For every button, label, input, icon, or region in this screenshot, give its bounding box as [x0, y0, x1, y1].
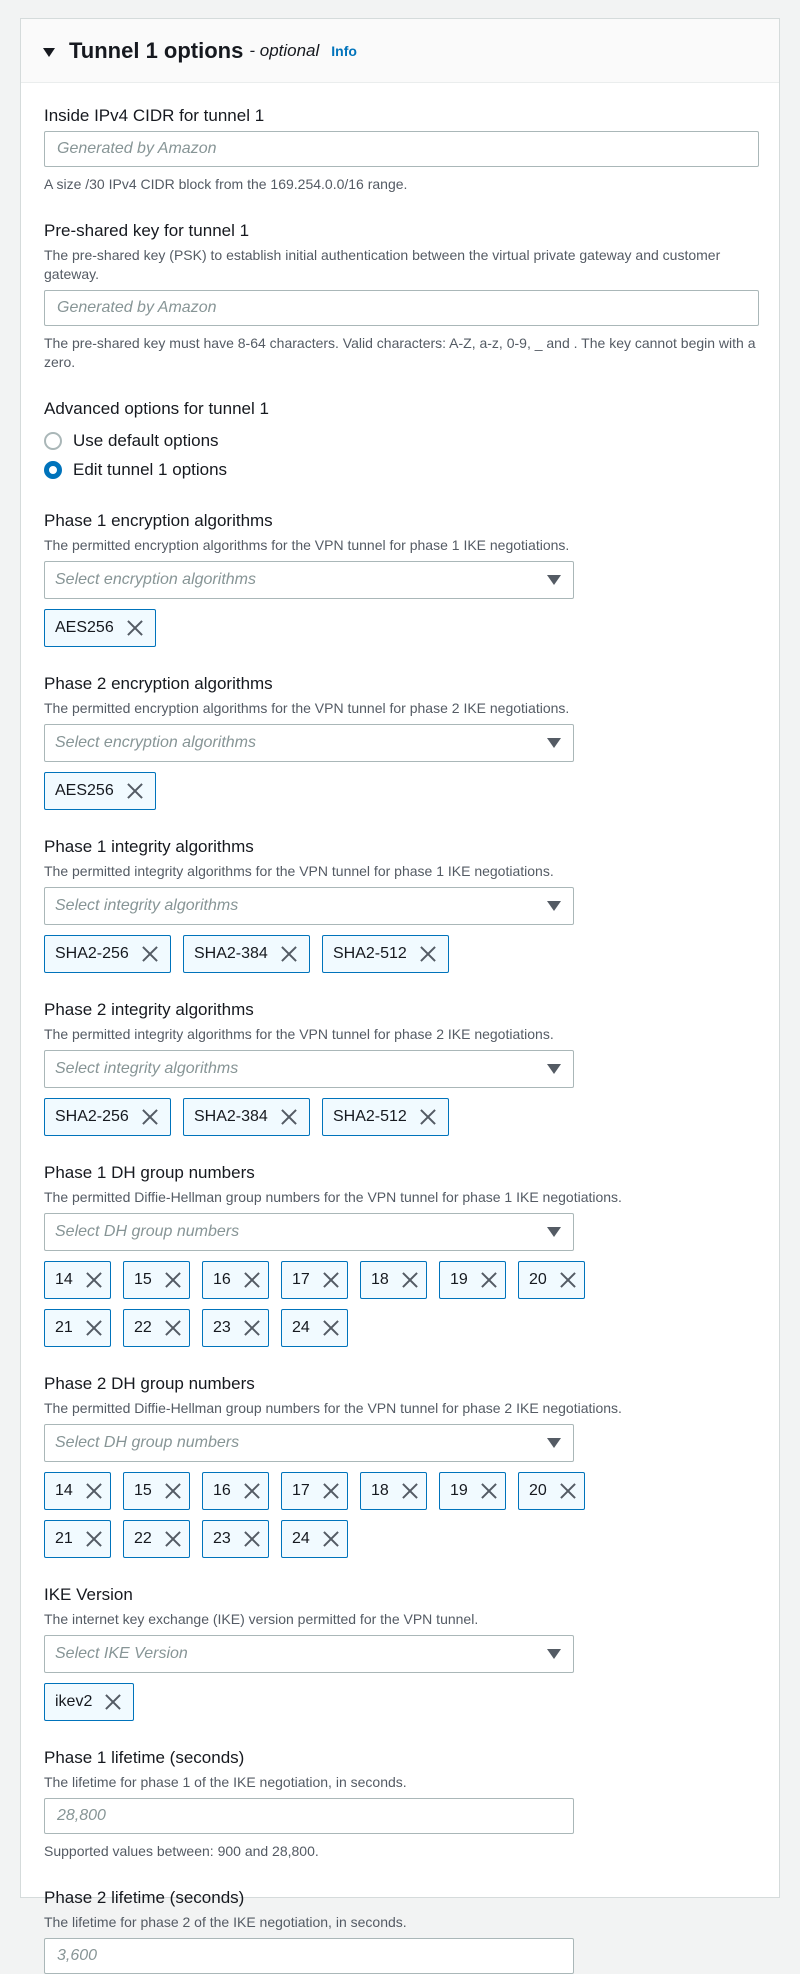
token	[44, 772, 156, 810]
ike-version-field	[44, 1584, 757, 1721]
close-icon[interactable]	[241, 1317, 259, 1339]
token-label: 22	[134, 1319, 152, 1336]
close-icon[interactable]	[278, 943, 300, 965]
token-label: 23	[213, 1530, 231, 1547]
panel-header[interactable]	[21, 19, 779, 83]
token-label: SHA2-384	[194, 1108, 268, 1125]
token	[202, 1261, 269, 1299]
close-icon[interactable]	[320, 1528, 338, 1550]
close-icon[interactable]	[162, 1317, 180, 1339]
advanced-options-field	[44, 398, 757, 484]
tunnel-options-panel	[20, 18, 780, 1964]
field-label: Phase 1 DH group numbers	[44, 1163, 255, 1182]
select-placeholder: Select IKE Version	[55, 1645, 188, 1662]
token-label: 15	[134, 1482, 152, 1499]
field-description: The permitted encryption algorithms for the VPN tunnel for phase 1 IKE negotiations.	[44, 537, 570, 553]
token	[44, 935, 171, 973]
token	[439, 1472, 506, 1510]
field-label: Phase 2 DH group numbers	[44, 1374, 255, 1393]
phase1-lifetime-input[interactable]: 28,800	[44, 1798, 574, 1834]
field-description: The lifetime for phase 1 of the IKE negotiation, in seconds.	[44, 1774, 407, 1790]
phase1-integrity-field	[44, 836, 757, 973]
close-icon[interactable]	[162, 1269, 180, 1291]
token	[518, 1261, 585, 1299]
token-label: 24	[292, 1530, 310, 1547]
close-icon[interactable]	[478, 1480, 496, 1502]
token-label: SHA2-384	[194, 945, 268, 962]
token	[44, 1261, 111, 1299]
token	[183, 935, 310, 973]
token	[44, 1683, 134, 1721]
token-label: SHA2-256	[55, 1108, 129, 1125]
select-placeholder: Select encryption algorithms	[55, 571, 256, 588]
close-icon[interactable]	[278, 1106, 300, 1128]
token	[281, 1309, 348, 1347]
field-hint: Supported values between: 900 and 28,800.	[44, 1843, 319, 1859]
close-icon[interactable]	[241, 1269, 259, 1291]
select-placeholder: Select integrity algorithms	[55, 1060, 239, 1077]
close-icon[interactable]	[162, 1528, 180, 1550]
radio-edit-options[interactable]	[44, 455, 757, 484]
field-label: Pre-shared key for tunnel 1	[44, 221, 250, 240]
caret-down-icon[interactable]	[547, 901, 561, 911]
phase2-encryption-field	[44, 673, 757, 810]
phase2-lifetime-field	[44, 1887, 757, 1974]
inside-cidr-field	[44, 105, 757, 194]
token-label: 21	[55, 1319, 73, 1336]
field-description: The permitted integrity algorithms for the VPN tunnel for phase 1 IKE negotiations.	[44, 863, 554, 879]
token-label: 20	[529, 1482, 547, 1499]
psk-field	[44, 220, 757, 372]
ike-version-select[interactable]	[44, 1635, 574, 1673]
field-label: Phase 1 encryption algorithms	[44, 511, 273, 530]
field-description: The permitted integrity algorithms for the VPN tunnel for phase 2 IKE negotiations.	[44, 1026, 554, 1042]
token-label: ikev2	[55, 1693, 93, 1710]
select-placeholder: Select DH group numbers	[55, 1223, 240, 1240]
close-icon[interactable]	[399, 1269, 417, 1291]
token	[44, 1098, 171, 1136]
token-label: 17	[292, 1271, 310, 1288]
select-placeholder: Select integrity algorithms	[55, 897, 239, 914]
phase2-integrity-select[interactable]	[44, 1050, 574, 1088]
close-icon[interactable]	[241, 1528, 259, 1550]
close-icon[interactable]	[162, 1480, 180, 1502]
close-icon[interactable]	[320, 1480, 338, 1502]
close-icon[interactable]	[83, 1269, 101, 1291]
radio-label: Edit tunnel 1 options	[73, 459, 228, 479]
radio-checked-icon[interactable]	[44, 461, 62, 479]
phase1-lifetime-field	[44, 1747, 757, 1861]
field-description: The permitted encryption algorithms for the VPN tunnel for phase 2 IKE negotiations.	[44, 700, 570, 716]
select-placeholder: Select encryption algorithms	[55, 734, 256, 751]
token	[44, 1472, 111, 1510]
close-icon[interactable]	[139, 1106, 161, 1128]
token-label: 19	[450, 1482, 468, 1499]
token-label: 19	[450, 1271, 468, 1288]
close-icon[interactable]	[557, 1269, 575, 1291]
token-label: 22	[134, 1530, 152, 1547]
field-label: Phase 1 integrity algorithms	[44, 837, 254, 856]
info-link[interactable]: Info	[331, 42, 357, 59]
token	[183, 1098, 310, 1136]
close-icon[interactable]	[124, 617, 146, 639]
token	[202, 1472, 269, 1510]
token-label: 14	[55, 1482, 73, 1499]
field-description: The permitted Diffie-Hellman group numbers for the VPN tunnel for phase 2 IKE negotiations.	[44, 1400, 622, 1416]
caret-down-icon[interactable]	[547, 1649, 561, 1659]
close-icon[interactable]	[241, 1480, 259, 1502]
close-icon[interactable]	[83, 1480, 101, 1502]
field-label: Phase 1 lifetime (seconds)	[44, 1748, 245, 1767]
token-label: SHA2-512	[333, 945, 407, 962]
optional-label: - optional	[249, 40, 320, 60]
token-label: AES256	[55, 782, 114, 799]
token-label: SHA2-256	[55, 945, 129, 962]
phase1-encryption-field	[44, 510, 757, 647]
caret-down-icon[interactable]	[547, 1438, 561, 1448]
field-label: Inside IPv4 CIDR for tunnel 1	[44, 106, 265, 125]
radio-icon[interactable]	[44, 432, 62, 450]
token-label: SHA2-512	[333, 1108, 407, 1125]
close-icon[interactable]	[320, 1317, 338, 1339]
close-icon[interactable]	[417, 943, 439, 965]
token-label: 23	[213, 1319, 231, 1336]
close-icon[interactable]	[124, 780, 146, 802]
phase2-integrity-field	[44, 999, 757, 1136]
close-icon[interactable]	[83, 1317, 101, 1339]
token-label: 21	[55, 1530, 73, 1547]
phase2-dh-select[interactable]	[44, 1424, 574, 1462]
close-icon[interactable]	[320, 1269, 338, 1291]
field-label: Phase 2 lifetime (seconds)	[44, 1888, 245, 1907]
token	[281, 1472, 348, 1510]
token	[439, 1261, 506, 1299]
field-hint: The pre-shared key must have 8-64 characters. Valid characters: A-Z, a-z, 0-9, _ and . The key cannot begin with a zero.	[44, 335, 756, 370]
close-icon[interactable]	[399, 1480, 417, 1502]
token-label: 15	[134, 1271, 152, 1288]
token	[202, 1309, 269, 1347]
close-icon[interactable]	[102, 1691, 124, 1713]
token	[281, 1261, 348, 1299]
field-description: The permitted Diffie-Hellman group numbers for the VPN tunnel for phase 1 IKE negotiations.	[44, 1189, 622, 1205]
token	[123, 1520, 190, 1558]
field-label: Phase 2 encryption algorithms	[44, 674, 273, 693]
radio-use-default[interactable]	[44, 426, 757, 455]
close-icon[interactable]	[139, 943, 161, 965]
token-label: 18	[371, 1482, 389, 1499]
phase1-dh-select[interactable]	[44, 1213, 574, 1251]
inside-cidr-input[interactable]: Generated by Amazon	[44, 131, 759, 167]
token	[360, 1261, 427, 1299]
token-label: 24	[292, 1319, 310, 1336]
field-description: The pre-shared key (PSK) to establish initial authentication between the virtual private gateway and customer gateway.	[44, 247, 721, 282]
token	[44, 1520, 111, 1558]
phase2-lifetime-input[interactable]: 3,600	[44, 1938, 574, 1974]
token	[518, 1472, 585, 1510]
token-label: 14	[55, 1271, 73, 1288]
token-label: 18	[371, 1271, 389, 1288]
panel-title: Tunnel 1 options	[69, 37, 244, 63]
phase2-dh-field	[44, 1373, 757, 1558]
select-placeholder: Select DH group numbers	[55, 1434, 240, 1451]
token-label: 16	[213, 1482, 231, 1499]
field-description: The lifetime for phase 2 of the IKE negotiation, in seconds.	[44, 1914, 407, 1930]
token-label: AES256	[55, 619, 114, 636]
caret-down-icon[interactable]	[547, 738, 561, 748]
caret-down-icon[interactable]	[547, 1227, 561, 1237]
token	[123, 1472, 190, 1510]
token	[123, 1309, 190, 1347]
phase1-encryption-select[interactable]	[44, 561, 574, 599]
caret-down-icon[interactable]	[547, 575, 561, 585]
caret-down-icon[interactable]	[43, 48, 55, 57]
phase2-encryption-select[interactable]	[44, 724, 574, 762]
token-label: 17	[292, 1482, 310, 1499]
field-label: Advanced options for tunnel 1	[44, 399, 269, 418]
token	[360, 1472, 427, 1510]
field-label: IKE Version	[44, 1585, 133, 1604]
phase1-dh-field	[44, 1162, 757, 1347]
field-label: Phase 2 integrity algorithms	[44, 1000, 254, 1019]
field-hint: A size /30 IPv4 CIDR block from the 169.254.0.0/16 range.	[44, 176, 408, 192]
psk-input[interactable]: Generated by Amazon	[44, 290, 759, 326]
token	[202, 1520, 269, 1558]
close-icon[interactable]	[417, 1106, 439, 1128]
token-label: 20	[529, 1271, 547, 1288]
token	[44, 1309, 111, 1347]
token-label: 16	[213, 1271, 231, 1288]
phase1-integrity-select[interactable]	[44, 887, 574, 925]
caret-down-icon[interactable]	[547, 1064, 561, 1074]
token	[123, 1261, 190, 1299]
token	[281, 1520, 348, 1558]
token	[322, 1098, 449, 1136]
close-icon[interactable]	[478, 1269, 496, 1291]
field-description: The internet key exchange (IKE) version permitted for the VPN tunnel.	[44, 1611, 479, 1627]
close-icon[interactable]	[557, 1480, 575, 1502]
radio-label: Use default options	[73, 430, 219, 450]
close-icon[interactable]	[83, 1528, 101, 1550]
token	[322, 935, 449, 973]
token	[44, 609, 156, 647]
